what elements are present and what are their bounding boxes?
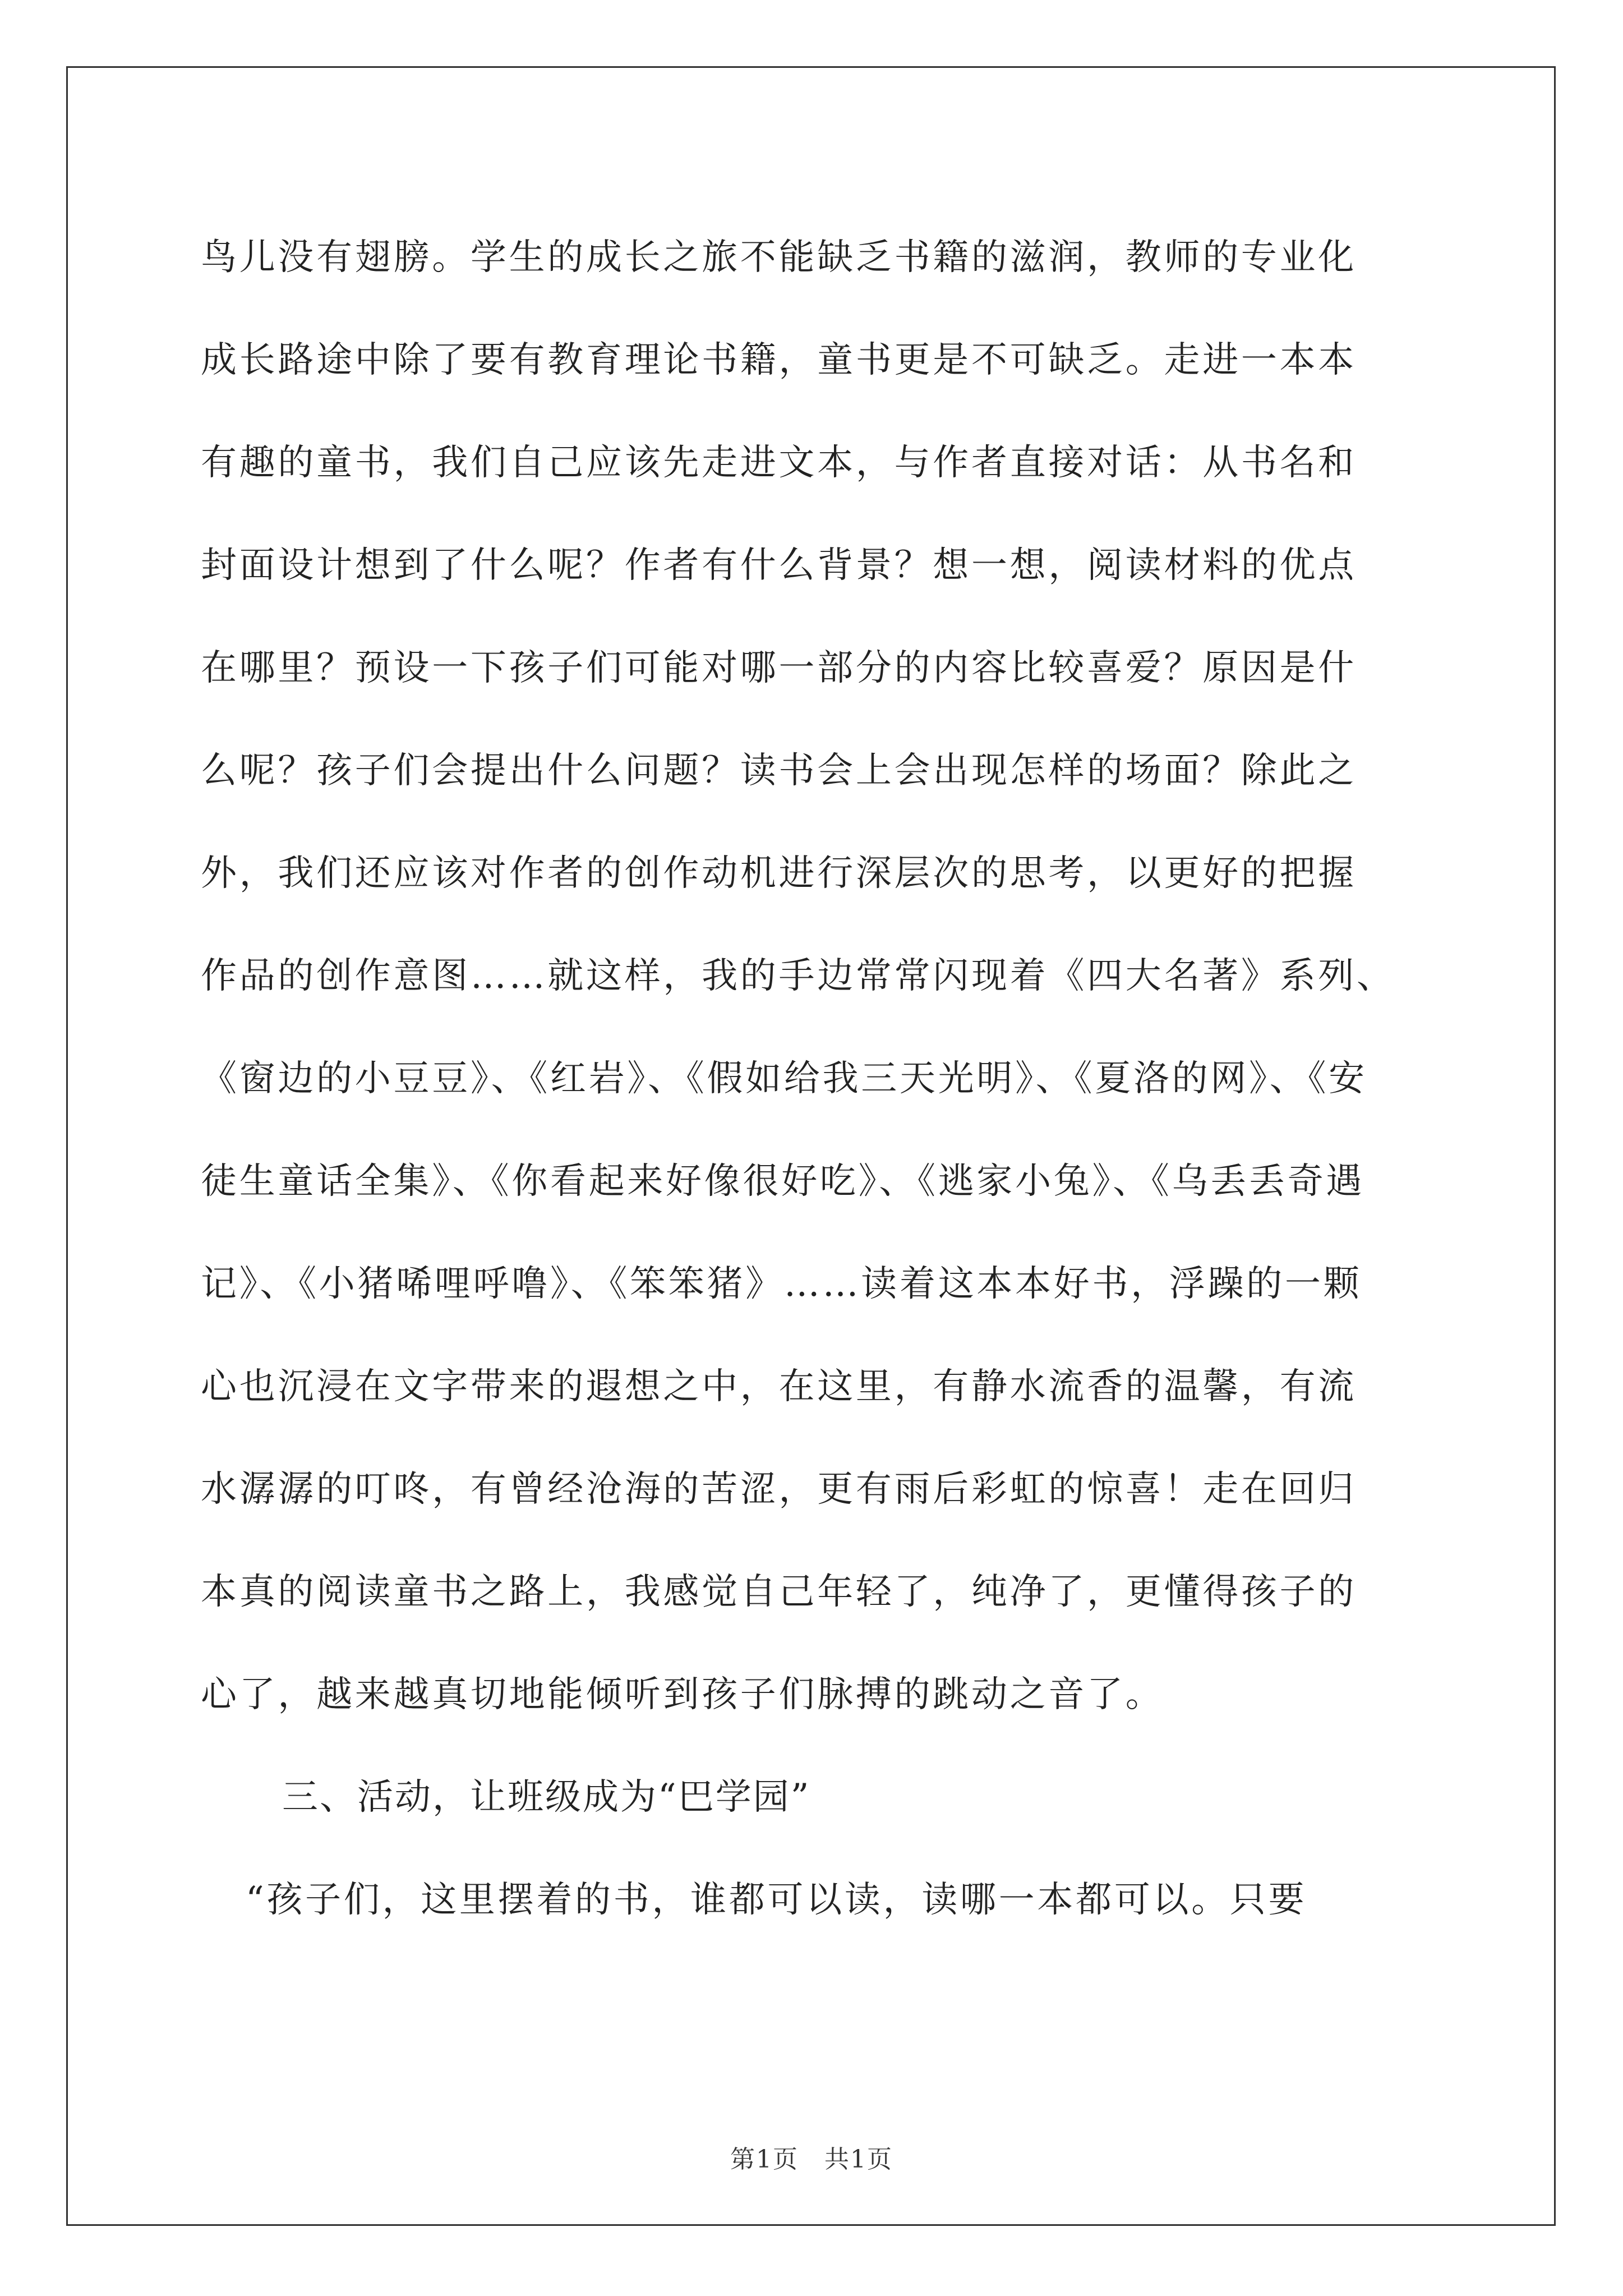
text-line: 心了，越来越真切地能倾听到孩子们脉搏的跳动之音了。 (201, 1674, 1164, 1715)
text-line: 本真的阅读童书之路上，我感觉自己年轻了，纯净了，更懂得孩子的 (201, 1571, 1357, 1613)
text-line: 么呢？孩子们会提出什么问题？读书会上会出现怎样的场面？除此之 (201, 750, 1357, 792)
text-line: 《窗边的小豆豆》、《红岩》、《假如给我三天光明》、《夏洛的网》、《安 (201, 1058, 1367, 1099)
text-line: 在哪里？预设一下孩子们可能对哪一部分的内容比较喜爱？原因是什 (201, 647, 1357, 689)
text-line: 外，我们还应该对作者的创作动机进行深层次的思考，以更好的把握 (201, 853, 1357, 894)
text-line: 成长路途中除了要有教育理论书籍，童书更是不可缺乏。走进一本本 (201, 339, 1357, 381)
text-line: 有趣的童书，我们自己应该先走进文本，与作者直接对话：从书名和 (201, 442, 1357, 484)
section-heading: 三、活动，让班级成为“巴学园” (282, 1777, 811, 1818)
text-line: 心也沉浸在文字带来的遐想之中，在这里，有静水流香的温馨，有流 (201, 1366, 1357, 1407)
text-line: “孩子们，这里摆着的书，谁都可以读，读哪一本都可以。只要 (246, 1879, 1307, 1921)
text-line: 徒生童话全集》、《你看起来好像很好吃》、《逃家小兔》、《乌丢丢奇遇 (201, 1161, 1365, 1202)
text-line: 水潺潺的叮咚，有曾经沧海的苦涩，更有雨后彩虹的惊喜！走在回归 (201, 1469, 1357, 1510)
page-footer: 第1页 共1页 (730, 2145, 893, 2174)
text-line: 鸟儿没有翅膀。学生的成长之旅不能缺乏书籍的滋润，教师的专业化 (201, 237, 1357, 278)
text-line: 封面设计想到了什么呢？作者有什么背景？想一想，阅读材料的优点 (201, 545, 1357, 586)
text-line: 记》、《小猪唏哩呼噜》、《笨笨猪》……读着这本本好书，浮躁的一颗 (201, 1263, 1362, 1305)
document-body (201, 206, 1463, 1952)
text-line: 作品的创作意图……就这样，我的手边常常闪现着《四大名著》系列、 (201, 955, 1395, 997)
